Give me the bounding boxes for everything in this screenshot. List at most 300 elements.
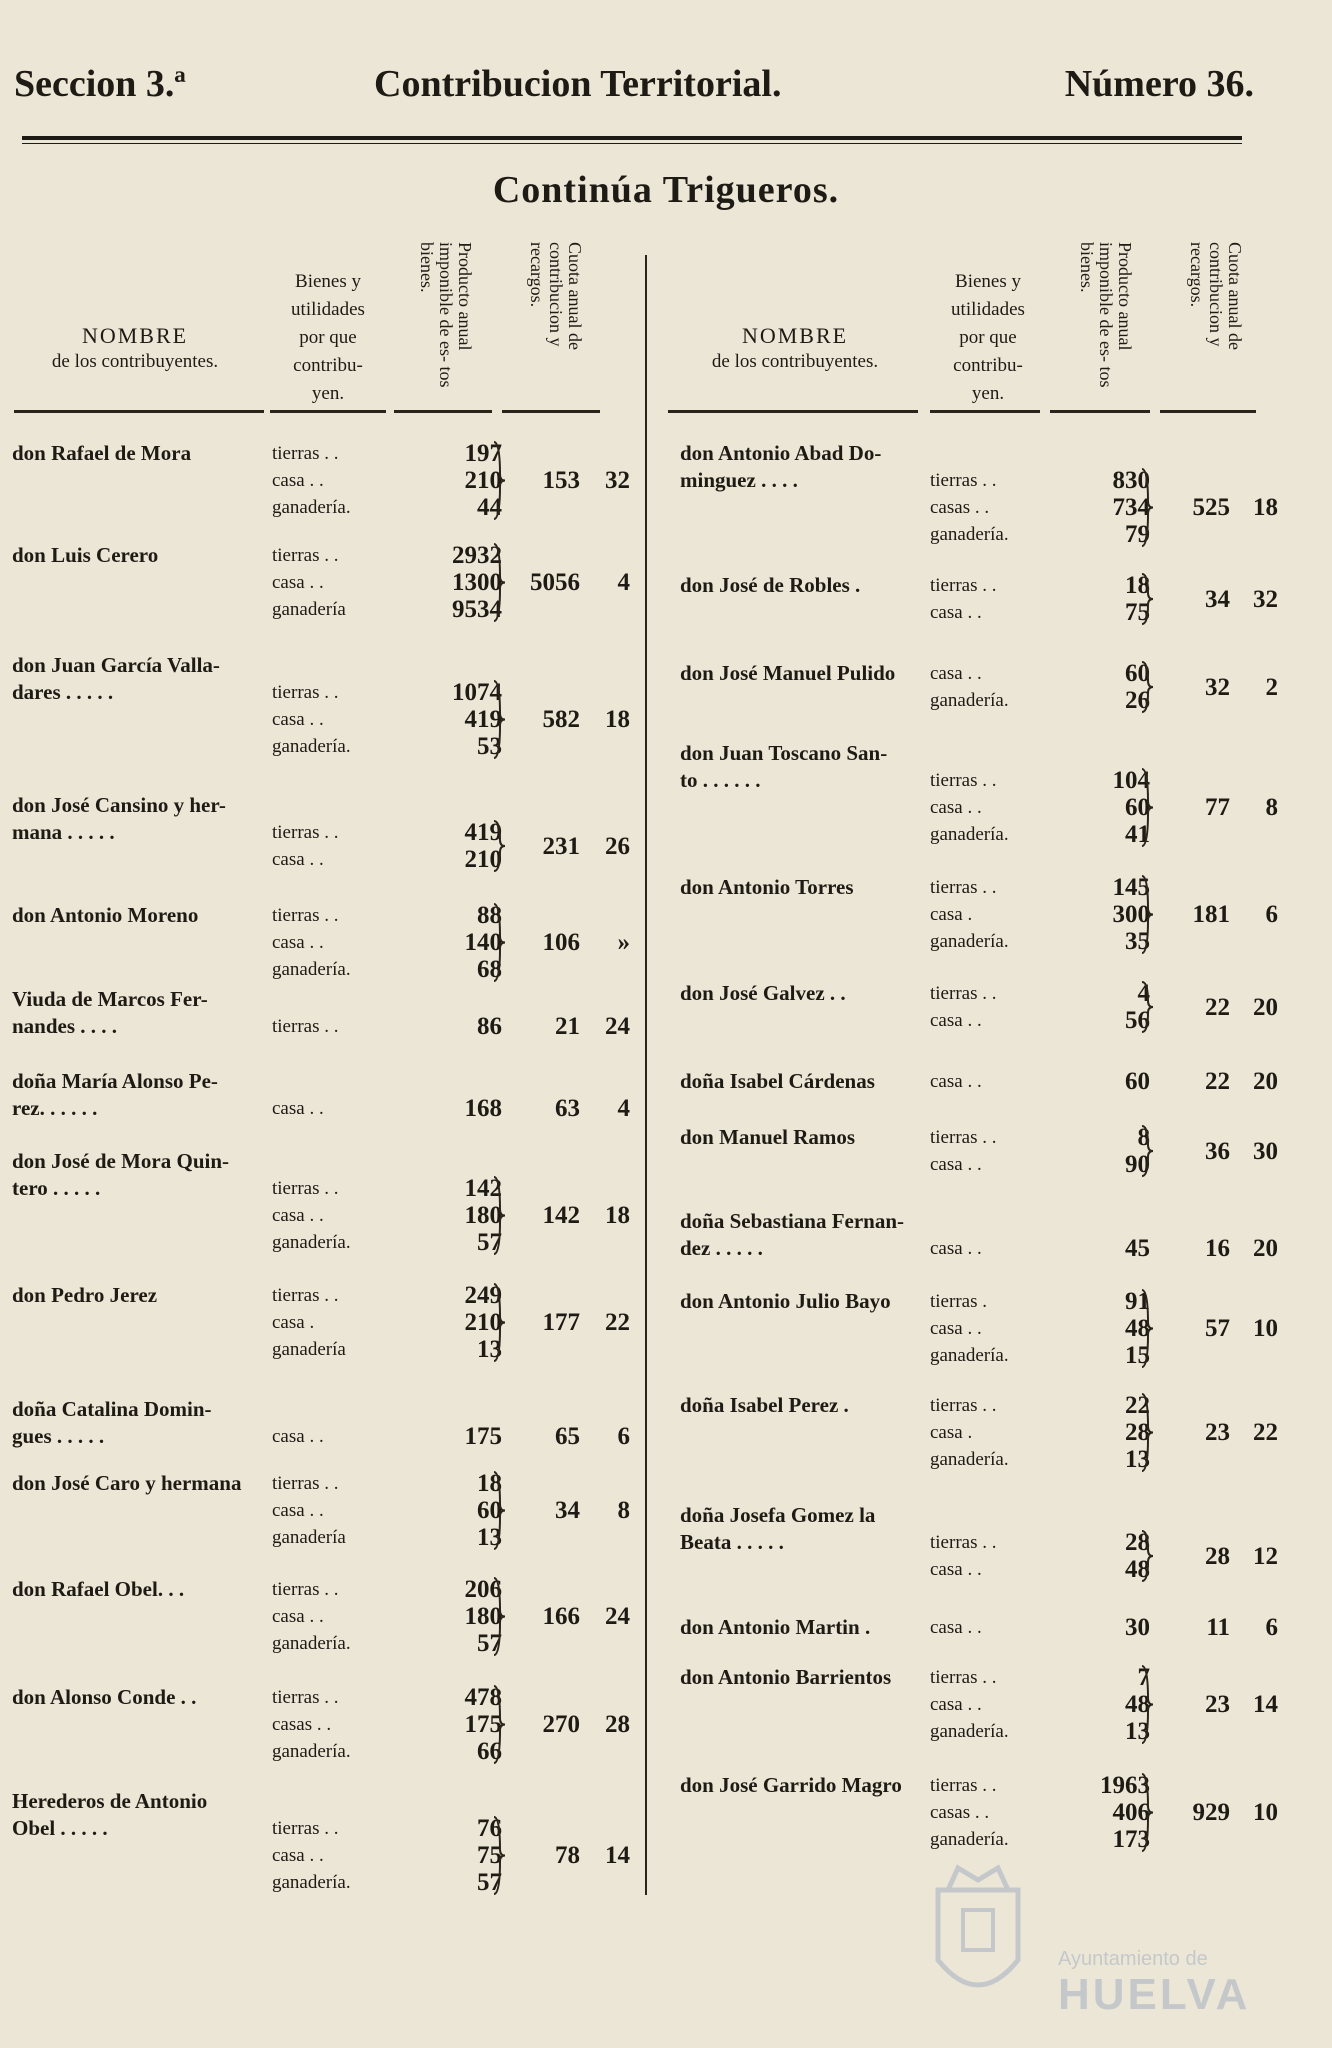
property-row xyxy=(272,1282,502,1309)
property-value: 28 xyxy=(1125,1529,1150,1556)
contributor-name: don Rafael de Mora xyxy=(12,441,192,465)
property-row xyxy=(272,1603,502,1630)
property-row xyxy=(930,572,1150,599)
nombre-label: NOMBRE xyxy=(81,323,189,348)
cuota-reales: 21 xyxy=(555,1013,580,1040)
property-value: 28 xyxy=(1125,1419,1150,1446)
contributor-name: don Antonio Abad Do- xyxy=(680,441,882,465)
property-type: tierras . xyxy=(930,1291,987,1312)
property-row xyxy=(272,1869,502,1896)
cuota-value xyxy=(1160,1691,1278,1718)
property-value: 91 xyxy=(1125,1288,1150,1315)
cuota-reales: 929 xyxy=(1192,1799,1230,1826)
header-rule-thin xyxy=(22,143,1242,144)
property-type: casa . . xyxy=(272,932,324,953)
property-type: casa . . xyxy=(272,1606,324,1627)
property-value: 18 xyxy=(477,1470,502,1497)
property-value: 53 xyxy=(477,733,502,760)
property-row xyxy=(930,901,1150,928)
property-value: 68 xyxy=(477,956,502,983)
property-row xyxy=(272,1524,502,1551)
brace-icon xyxy=(1140,467,1154,548)
property-value: 168 xyxy=(464,1095,502,1122)
coat-of-arms-icon xyxy=(918,1850,1038,2020)
cuota-reales: 65 xyxy=(555,1423,580,1450)
cuota-value xyxy=(1160,1315,1278,1342)
property-value: 206 xyxy=(464,1576,502,1603)
cuota-value xyxy=(510,1095,630,1122)
property-row xyxy=(930,1151,1150,1178)
contributor-name: don José de Mora Quin- xyxy=(12,1149,230,1173)
cuota-reales: 11 xyxy=(1206,1614,1230,1641)
cuota-value xyxy=(510,706,630,733)
property-type: casa . . xyxy=(272,1426,324,1447)
property-row xyxy=(930,1392,1150,1419)
property-type: tierras . . xyxy=(930,575,997,596)
property-type: tierras . . xyxy=(272,1687,339,1708)
watermark-line1: Ayuntamiento de xyxy=(1058,1948,1208,1970)
property-row xyxy=(272,846,502,873)
property-value: 13 xyxy=(477,1336,502,1363)
cuota-maravedis: 30 xyxy=(1253,1137,1278,1165)
property-row xyxy=(272,1470,502,1497)
cuota-reales: 142 xyxy=(542,1202,580,1229)
property-type: casa . . xyxy=(930,663,982,684)
cuota-value xyxy=(1160,674,1278,701)
property-row xyxy=(272,467,502,494)
contributor-name: rez. . . . . . xyxy=(12,1096,98,1120)
property-value: 22 xyxy=(1125,1392,1150,1419)
header-underline xyxy=(502,410,600,413)
brace-icon xyxy=(492,1282,506,1363)
cuota-value xyxy=(510,1309,630,1336)
cuota-value xyxy=(1160,586,1278,613)
property-type: tierras . . xyxy=(272,1178,339,1199)
watermark-line2: HUELVA xyxy=(1058,1970,1251,2019)
cuota-value xyxy=(510,929,630,956)
property-type: tierras . . xyxy=(272,1818,339,1839)
property-value: 48 xyxy=(1125,1315,1150,1342)
property-value: 60 xyxy=(1125,660,1150,687)
cuota-maravedis: 22 xyxy=(1253,1419,1278,1446)
cuota-maravedis: » xyxy=(617,929,630,956)
property-row xyxy=(930,821,1150,848)
contributor-name: doña Isabel Cárdenas xyxy=(680,1069,875,1093)
property-value: 57 xyxy=(477,1630,502,1657)
contributor-name: don Alonso Conde . . xyxy=(12,1685,197,1709)
header-underline xyxy=(14,410,264,413)
cuota-value xyxy=(1160,1799,1278,1826)
contributor-name: nandes . . . . xyxy=(12,1014,118,1038)
contributor-name: to . . . . . . xyxy=(680,768,761,792)
property-row xyxy=(930,1529,1150,1556)
cuota-maravedis: 26 xyxy=(605,832,630,860)
document-title: Contribucion Territorial. xyxy=(374,63,782,105)
property-row xyxy=(272,569,502,596)
contributor-name: gues . . . . . xyxy=(12,1424,105,1448)
property-value: 45 xyxy=(1125,1235,1150,1262)
property-value: 1300 xyxy=(452,569,502,596)
property-type: tierras . . xyxy=(272,443,339,464)
property-type: ganadería. xyxy=(272,1633,351,1654)
property-type: tierras . . xyxy=(272,1579,339,1600)
cuota-maravedis: 20 xyxy=(1253,1068,1278,1095)
cuota-reales: 5056 xyxy=(530,569,580,596)
property-row xyxy=(930,660,1150,687)
contributor-name: don Pedro Jerez xyxy=(12,1283,158,1307)
left-column-header xyxy=(0,228,640,416)
property-value: 210 xyxy=(464,1309,502,1336)
property-value: 142 xyxy=(464,1175,502,1202)
property-type: tierras . . xyxy=(930,770,997,791)
property-row xyxy=(272,1423,502,1450)
property-row xyxy=(930,1007,1150,1034)
property-row xyxy=(272,956,502,983)
property-row xyxy=(272,1175,502,1202)
property-row xyxy=(930,1718,1150,1745)
contributor-name: Viuda de Marcos Fer- xyxy=(12,987,208,1011)
cuota-value xyxy=(510,1497,630,1524)
contributor-name: Herederos de Antonio xyxy=(12,1789,208,1813)
cuota-maravedis: 20 xyxy=(1253,993,1278,1021)
property-value: 76 xyxy=(477,1815,502,1842)
cuota-value xyxy=(510,1423,630,1450)
property-type: tierras . . xyxy=(930,1775,997,1796)
cuota-maravedis: 24 xyxy=(605,1013,630,1040)
nombre-label: NOMBRE xyxy=(741,323,849,348)
property-value: 60 xyxy=(477,1497,502,1524)
contributor-name: doña Isabel Perez . xyxy=(680,1393,849,1417)
property-value: 30 xyxy=(1125,1614,1150,1641)
cuota-maravedis: 4 xyxy=(617,1095,630,1122)
cuota-maravedis: 12 xyxy=(1253,1542,1278,1570)
huelva-watermark xyxy=(918,1850,1268,2020)
cuota-value xyxy=(1160,1068,1278,1095)
property-row xyxy=(272,679,502,706)
nombre-header xyxy=(670,323,920,375)
property-row xyxy=(930,1124,1150,1151)
property-row xyxy=(930,1556,1150,1583)
cuota-reales: 23 xyxy=(1205,1419,1230,1446)
property-type: casa . . xyxy=(930,1238,982,1259)
property-row xyxy=(272,929,502,956)
property-value: 18 xyxy=(1125,572,1150,599)
cuota-reales: 153 xyxy=(542,467,580,494)
property-type: casa . . xyxy=(930,602,982,623)
property-type: ganadería. xyxy=(930,931,1009,952)
contributor-name: minguez . . . . xyxy=(680,468,798,492)
property-row xyxy=(272,1229,502,1256)
contributor-name: dez . . . . . xyxy=(680,1236,763,1260)
property-value: 44 xyxy=(477,494,502,521)
property-value: 41 xyxy=(1125,821,1150,848)
property-value: 60 xyxy=(1125,794,1150,821)
property-type: casa . . xyxy=(272,1500,324,1521)
property-type: tierras . . xyxy=(272,682,339,703)
brace-icon xyxy=(492,440,506,521)
contributor-name: Obel . . . . . xyxy=(12,1816,108,1840)
cuota-reales: 36 xyxy=(1205,1137,1230,1165)
property-row xyxy=(930,1446,1150,1473)
cuota-maravedis: 20 xyxy=(1253,1235,1278,1262)
property-type: casa . . xyxy=(272,572,324,593)
brace-icon xyxy=(492,542,506,623)
right-column-header xyxy=(660,228,1320,416)
cuota-value xyxy=(1160,794,1278,821)
brace-icon xyxy=(1140,660,1154,714)
property-row xyxy=(272,494,502,521)
producto-header: Producto anual imponible de es- tos bienes. xyxy=(1077,242,1135,388)
property-row xyxy=(930,467,1150,494)
cuota-value xyxy=(510,1711,630,1738)
property-type: casa . . xyxy=(272,849,324,870)
brace-icon xyxy=(492,1684,506,1765)
property-row xyxy=(272,542,502,569)
property-value: 1074 xyxy=(452,679,502,706)
property-type: tierras . . xyxy=(272,822,339,843)
property-type: ganadería xyxy=(272,599,346,620)
property-row xyxy=(272,1497,502,1524)
bienes-header: Bienes y utilidades por que contribu- yen. xyxy=(951,271,1025,404)
property-type: ganadería xyxy=(272,1527,346,1548)
property-type: tierras . . xyxy=(272,1016,339,1037)
property-row xyxy=(272,819,502,846)
cuota-maravedis: 32 xyxy=(605,467,630,494)
cuota-value xyxy=(1160,1543,1278,1570)
property-value: 1963 xyxy=(1100,1772,1150,1799)
property-value: 419 xyxy=(464,819,502,846)
property-type: ganadería xyxy=(272,1339,346,1360)
brace-icon xyxy=(492,1175,506,1256)
cuota-maravedis: 10 xyxy=(1253,1315,1278,1342)
property-value: 197 xyxy=(464,440,502,467)
contributor-name: don Manuel Ramos xyxy=(680,1125,856,1149)
contributor-name: don Antonio Moreno xyxy=(12,903,199,927)
property-row xyxy=(272,1202,502,1229)
contributor-name: mana . . . . . xyxy=(12,820,115,844)
property-row xyxy=(272,440,502,467)
contributor-name: don Rafael Obel. . . xyxy=(12,1577,185,1601)
property-type: casa . . xyxy=(272,709,324,730)
property-value: 478 xyxy=(464,1684,502,1711)
cuota-value xyxy=(1160,1138,1278,1165)
contributor-name: Beata . . . . . xyxy=(680,1530,784,1554)
header-underline xyxy=(1160,410,1256,413)
property-row xyxy=(930,1315,1150,1342)
property-type: casa . . xyxy=(930,1694,982,1715)
property-value: 88 xyxy=(477,902,502,929)
nombre-sublabel: de los contribuyentes. xyxy=(51,351,219,372)
contributor-name: doña Josefa Gomez la xyxy=(680,1503,876,1527)
property-row xyxy=(930,1664,1150,1691)
property-type: ganadería. xyxy=(272,497,351,518)
cuota-maravedis: 8 xyxy=(1265,794,1278,821)
property-value: 173 xyxy=(1112,1826,1150,1853)
cuota-value xyxy=(510,1603,630,1630)
property-row xyxy=(930,1419,1150,1446)
property-type: tierras . . xyxy=(272,1285,339,1306)
property-row xyxy=(272,1095,502,1122)
cuota-maravedis: 18 xyxy=(605,706,630,733)
property-value: 15 xyxy=(1125,1342,1150,1369)
property-type: casas . . xyxy=(272,1714,332,1735)
property-type: tierras . . xyxy=(930,1667,997,1688)
contributor-name: tero . . . . . xyxy=(12,1176,101,1200)
property-value: 104 xyxy=(1112,767,1150,794)
cuota-maravedis: 8 xyxy=(617,1497,630,1524)
header-underline xyxy=(270,410,386,413)
property-type: tierras . . xyxy=(930,877,997,898)
property-row xyxy=(930,494,1150,521)
page-number: Número 36. xyxy=(1064,63,1254,105)
property-type: ganadería. xyxy=(272,736,351,757)
property-value: 57 xyxy=(477,1869,502,1896)
cuota-reales: 32 xyxy=(1205,673,1230,701)
property-type: ganadería. xyxy=(272,959,351,980)
cuota-maravedis: 10 xyxy=(1253,1799,1278,1826)
cuota-maravedis: 6 xyxy=(1265,1614,1278,1641)
property-type: casa . xyxy=(930,904,973,925)
contributor-name: don José Manuel Pulido xyxy=(680,661,896,685)
producto-header: Producto anual imponible de es- tos bienes. xyxy=(417,242,475,388)
cuota-header: Cuota anual de contribucion y recargos. xyxy=(527,242,585,350)
property-value: 35 xyxy=(1125,928,1150,955)
cuota-value xyxy=(510,1202,630,1229)
brace-icon xyxy=(492,1470,506,1551)
property-value: 300 xyxy=(1112,901,1150,928)
cuota-reales: 16 xyxy=(1205,1235,1230,1262)
contributor-name: don José de Robles . xyxy=(680,573,861,597)
nombre-header xyxy=(10,323,260,375)
cuota-value xyxy=(510,1842,630,1869)
property-row xyxy=(930,1235,1150,1262)
property-type: casa . . xyxy=(272,1205,324,1226)
property-type: casa . xyxy=(272,1312,315,1333)
contributor-name: don Juan Toscano San- xyxy=(680,741,888,765)
contributor-name: don Antonio Julio Bayo xyxy=(680,1289,891,1313)
property-row xyxy=(930,1614,1150,1641)
contributor-name: dares . . . . . xyxy=(12,680,114,704)
property-value: 90 xyxy=(1125,1151,1150,1178)
property-type: tierras . . xyxy=(272,1473,339,1494)
cuota-value xyxy=(1160,901,1278,928)
property-row xyxy=(272,902,502,929)
property-row xyxy=(930,599,1150,626)
property-row xyxy=(272,1684,502,1711)
property-type: ganadería. xyxy=(930,1829,1009,1850)
page-header xyxy=(14,62,1254,122)
property-type: casa . xyxy=(930,1422,973,1443)
cuota-value xyxy=(1160,1419,1278,1446)
property-row xyxy=(272,733,502,760)
property-value: 175 xyxy=(464,1711,502,1738)
property-value: 66 xyxy=(477,1738,502,1765)
brace-icon xyxy=(492,902,506,983)
property-type: ganadería. xyxy=(930,1721,1009,1742)
cuota-maravedis: 14 xyxy=(605,1842,630,1869)
cuota-value xyxy=(1160,1614,1278,1641)
cuota-maravedis: 18 xyxy=(605,1202,630,1229)
cuota-reales: 582 xyxy=(542,706,580,733)
property-row xyxy=(930,687,1150,714)
property-row xyxy=(272,1630,502,1657)
property-row xyxy=(272,1842,502,1869)
property-row xyxy=(930,1691,1150,1718)
cuota-maravedis: 6 xyxy=(1265,901,1278,928)
property-row xyxy=(272,596,502,623)
cuota-reales: 78 xyxy=(555,1842,580,1869)
brace-icon xyxy=(1140,1392,1154,1473)
cuota-value xyxy=(510,467,630,494)
contributor-name: don Luis Cerero xyxy=(12,543,159,567)
property-value: 8 xyxy=(1137,1124,1150,1151)
property-type: casa . . xyxy=(930,1617,982,1638)
header-underline xyxy=(668,410,918,413)
contributor-name: doña Sebastiana Fernan- xyxy=(680,1209,905,1233)
property-value: 406 xyxy=(1112,1799,1150,1826)
property-type: tierras . . xyxy=(272,905,339,926)
cuota-maravedis: 28 xyxy=(605,1711,630,1738)
cuota-maravedis: 32 xyxy=(1253,585,1278,613)
property-value: 175 xyxy=(464,1423,502,1450)
property-type: ganadería. xyxy=(930,690,1009,711)
cuota-reales: 34 xyxy=(1205,585,1230,613)
cuota-reales: 63 xyxy=(555,1095,580,1122)
property-value: 60 xyxy=(1125,1068,1150,1095)
property-value: 2932 xyxy=(452,542,502,569)
property-value: 180 xyxy=(464,1202,502,1229)
brace-icon xyxy=(492,819,506,873)
property-value: 13 xyxy=(1125,1718,1150,1745)
property-type: tierras . . xyxy=(930,1532,997,1553)
property-value: 26 xyxy=(1125,687,1150,714)
property-row xyxy=(272,1711,502,1738)
property-value: 4 xyxy=(1137,980,1150,1007)
property-type: tierras . . xyxy=(930,983,997,1004)
brace-icon xyxy=(492,1815,506,1896)
property-value: 210 xyxy=(464,846,502,873)
property-value: 9534 xyxy=(452,596,502,623)
cuota-reales: 177 xyxy=(542,1309,580,1336)
header-underline xyxy=(1050,410,1150,413)
contributor-name: doña Catalina Domin- xyxy=(12,1397,212,1421)
property-value: 13 xyxy=(1125,1446,1150,1473)
property-value: 140 xyxy=(464,929,502,956)
property-type: casa . . xyxy=(930,1154,982,1175)
brace-icon xyxy=(492,1576,506,1657)
property-value: 75 xyxy=(477,1842,502,1869)
brace-icon xyxy=(1140,874,1154,955)
brace-icon xyxy=(1140,1529,1154,1583)
brace-icon xyxy=(492,679,506,760)
property-row xyxy=(930,928,1150,955)
property-row xyxy=(272,706,502,733)
property-row xyxy=(272,1815,502,1842)
cuota-value xyxy=(1160,1235,1278,1262)
property-row xyxy=(930,794,1150,821)
contributor-name: don Antonio Torres xyxy=(680,875,854,899)
property-type: casas . . xyxy=(930,1802,990,1823)
property-row xyxy=(930,1826,1150,1853)
contributor-name: don José Caro y hermana xyxy=(12,1471,242,1495)
property-row xyxy=(272,1738,502,1765)
header-rule xyxy=(22,136,1242,140)
contributor-name: don José Garrido Magro xyxy=(680,1773,902,1797)
brace-icon xyxy=(1140,767,1154,848)
cuota-value xyxy=(1160,994,1278,1021)
column-divider xyxy=(645,255,647,1895)
property-row xyxy=(930,1288,1150,1315)
